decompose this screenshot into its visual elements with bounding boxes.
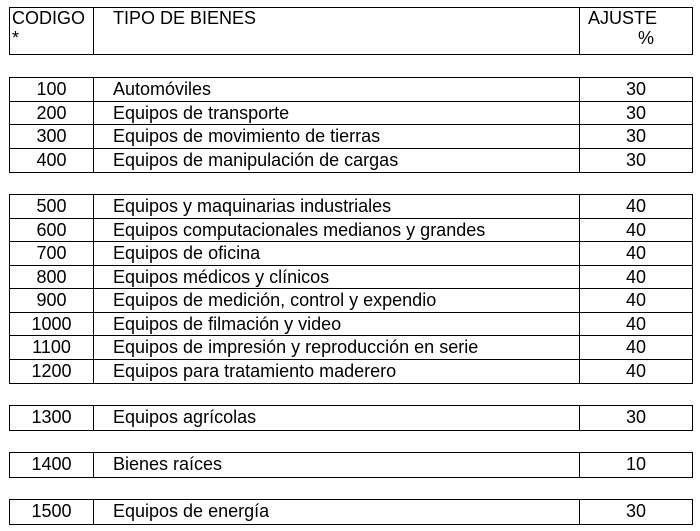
- ajuste-cell: 30: [625, 79, 647, 99]
- ajuste-cell: 40: [625, 360, 647, 381]
- group-table: [9, 499, 693, 525]
- codigo-cell: 700: [10, 242, 94, 265]
- codigo-cell: 1200: [10, 360, 94, 384]
- codigo-cell: 900: [10, 289, 94, 312]
- header-codigo: [10, 8, 94, 54]
- tipo-cell: Equipos de filmación y video: [94, 313, 580, 336]
- tipo-cell: Equipos de oficina: [94, 242, 580, 265]
- table-row: [10, 336, 692, 360]
- table-row: [10, 289, 692, 313]
- tipo-cell: Equipos de energía: [94, 500, 580, 524]
- header-codigo-label: CODIGO: [12, 8, 86, 28]
- table-row: [10, 406, 692, 430]
- tipo-cell: Bienes raíces: [94, 453, 580, 477]
- codigo-cell: 1000: [10, 313, 94, 336]
- tipo-cell: Automóviles: [94, 78, 580, 101]
- ajuste-cell: 40: [625, 313, 647, 334]
- ajuste-cell: 10: [625, 454, 647, 474]
- ajuste-cell: 40: [625, 196, 647, 216]
- group-table: [9, 77, 693, 173]
- tipo-cell: Equipos agrícolas: [94, 406, 580, 430]
- codigo-cell: 100: [10, 78, 94, 101]
- table-row: [10, 219, 692, 243]
- header-row: [10, 8, 692, 54]
- group-table: [9, 405, 693, 431]
- group-table: [9, 452, 693, 478]
- tipo-cell: Equipos médicos y clínicos: [94, 266, 580, 289]
- header-ajuste-label: AJUSTE: [588, 8, 658, 28]
- codigo-cell: 400: [10, 149, 94, 173]
- ajuste-cell: 40: [625, 290, 647, 310]
- tipo-cell: Equipos computacionales medianos y grandes: [94, 219, 580, 242]
- ajuste-cell: 30: [625, 149, 647, 170]
- table-row: [10, 125, 692, 149]
- ajuste-cell: 30: [625, 102, 647, 123]
- tipo-cell: Equipos y maquinarias industriales: [94, 195, 580, 218]
- table-row: [10, 266, 692, 290]
- codigo-cell: 1500: [10, 500, 94, 524]
- ajuste-cell: 30: [625, 407, 647, 427]
- tipo-cell: Equipos para tratamiento maderero: [94, 360, 580, 384]
- table-row: [10, 453, 692, 477]
- header-codigo-mark: *: [12, 28, 20, 48]
- table-row: [10, 242, 692, 266]
- codigo-cell: 200: [10, 102, 94, 125]
- header-table: [9, 7, 693, 55]
- table-row: [10, 102, 692, 126]
- group-table: [9, 194, 693, 384]
- codigo-cell: 500: [10, 195, 94, 218]
- table-row: [10, 313, 692, 337]
- tipo-cell: Equipos de medición, control y expendio: [94, 289, 580, 312]
- tipo-cell: Equipos de movimiento de tierras: [94, 125, 580, 148]
- ajuste-cell: 40: [625, 266, 647, 287]
- tipo-cell: Equipos de manipulación de cargas: [94, 149, 580, 173]
- ajuste-cell: 30: [625, 126, 647, 146]
- codigo-cell: 600: [10, 219, 94, 242]
- codigo-cell: 800: [10, 266, 94, 289]
- table-row: [10, 360, 692, 384]
- ajuste-cell: 30: [625, 501, 647, 521]
- ajuste-cell: 40: [625, 337, 647, 357]
- codigo-cell: 300: [10, 125, 94, 148]
- table-row: [10, 195, 692, 219]
- table-row: [10, 500, 692, 524]
- codigo-cell: 1100: [10, 336, 94, 359]
- header-ajuste-unit: %: [637, 28, 654, 48]
- ajuste-cell: 40: [625, 219, 647, 240]
- tipo-cell: Equipos de impresión y reproducción en serie: [94, 336, 580, 359]
- table-row: [10, 78, 692, 102]
- header-ajuste: [580, 8, 692, 54]
- ajuste-cell: 40: [625, 243, 647, 263]
- codigo-cell: 1400: [10, 453, 94, 477]
- tipo-cell: Equipos de transporte: [94, 102, 580, 125]
- codigo-cell: 1300: [10, 406, 94, 430]
- header-tipo: [94, 8, 580, 54]
- table-row: [10, 149, 692, 173]
- header-tipo-label: TIPO DE BIENES: [113, 8, 257, 28]
